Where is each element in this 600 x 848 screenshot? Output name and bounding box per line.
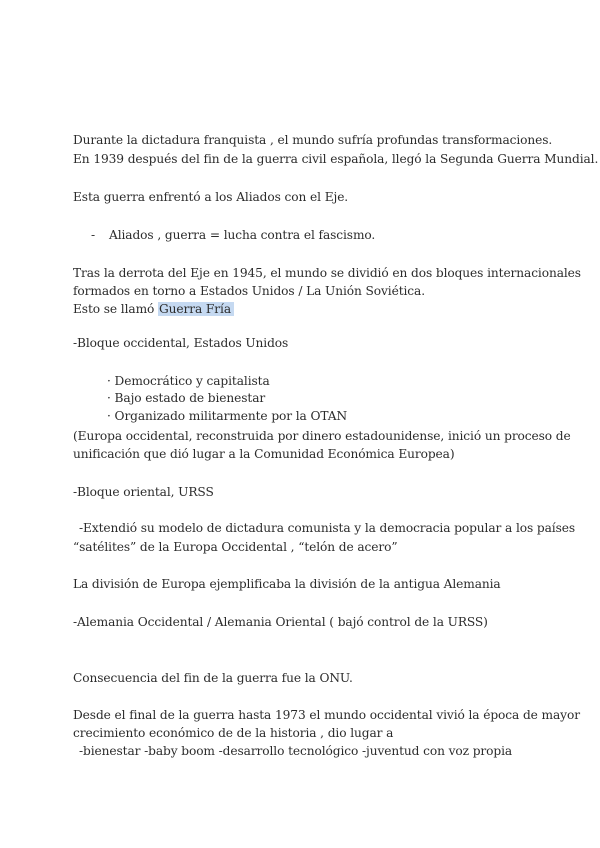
paragraph-postwar-line-2: formados en torno a Estados Unidos / La Unión Soviética. [73,284,425,298]
paragraph-war: Esta guerra enfrentó a los Aliados con el Eje. [73,190,349,204]
paragraph-intro-line-1: Durante la dictadura franquista , el mundo sufría profundas transformaciones. [73,133,553,147]
bloque-occidental-note-line-1: (Europa occidental, reconstruida por dinero estadounidense, inició un proceso de [73,429,571,443]
paragraph-final-line-3: -bienestar -baby boom -desarrollo tecnológico -juventud con voz propia [79,744,513,758]
paragraph-final-line-1: Desde el final de la guerra hasta 1973 el mundo occidental vivió la época de mayor [73,708,580,722]
paragraph-postwar-line-1: Tras la derrota del Eje en 1945, el mundo se dividió en dos bloques internacionales [73,266,581,280]
bloque-occidental-item: · Democrático y capitalista [107,374,270,388]
paragraph-onu: Consecuencia del fin de la guerra fue la ONU. [73,671,353,685]
guerra-fria-highlight[interactable]: Guerra Fría [158,302,234,316]
bloque-occidental-item: · Bajo estado de bienestar [107,391,266,405]
bloque-occidental-title: -Bloque occidental, Estados Unidos [73,336,289,350]
bloque-oriental-line-2: “satélites” de la Europa Occidental , “telón de acero” [73,540,398,554]
bullet-aliados: Aliados , guerra = lucha contra el fascismo. [109,228,376,242]
paragraph-final-line-2: crecimiento económico de de la historia , dio lugar a [73,726,394,740]
bloque-occidental-item: · Organizado militarmente por la OTAN [107,409,348,423]
bullet-marker: - [91,228,96,242]
bloque-oriental-line-1: -Extendió su modelo de dictadura comunista y la democracia popular a los países [79,521,575,535]
paragraph-postwar-line-3 [73,301,234,317]
bloque-oriental-title: -Bloque oriental, URSS [73,485,214,499]
guerra-fria-prefix: Esto se llamó [73,302,155,316]
paragraph-intro-line-2: En 1939 después del fin de la guerra civil española, llegó la Segunda Guerra Mundial. [73,152,599,166]
paragraph-division: La división de Europa ejemplificaba la división de la antigua Alemania [73,577,501,591]
bloque-occidental-note-line-2: unificación que dió lugar a la Comunidad Económica Europea) [73,447,455,461]
paragraph-alemania: -Alemania Occidental / Alemania Oriental ( bajó control de la URSS) [73,615,488,629]
